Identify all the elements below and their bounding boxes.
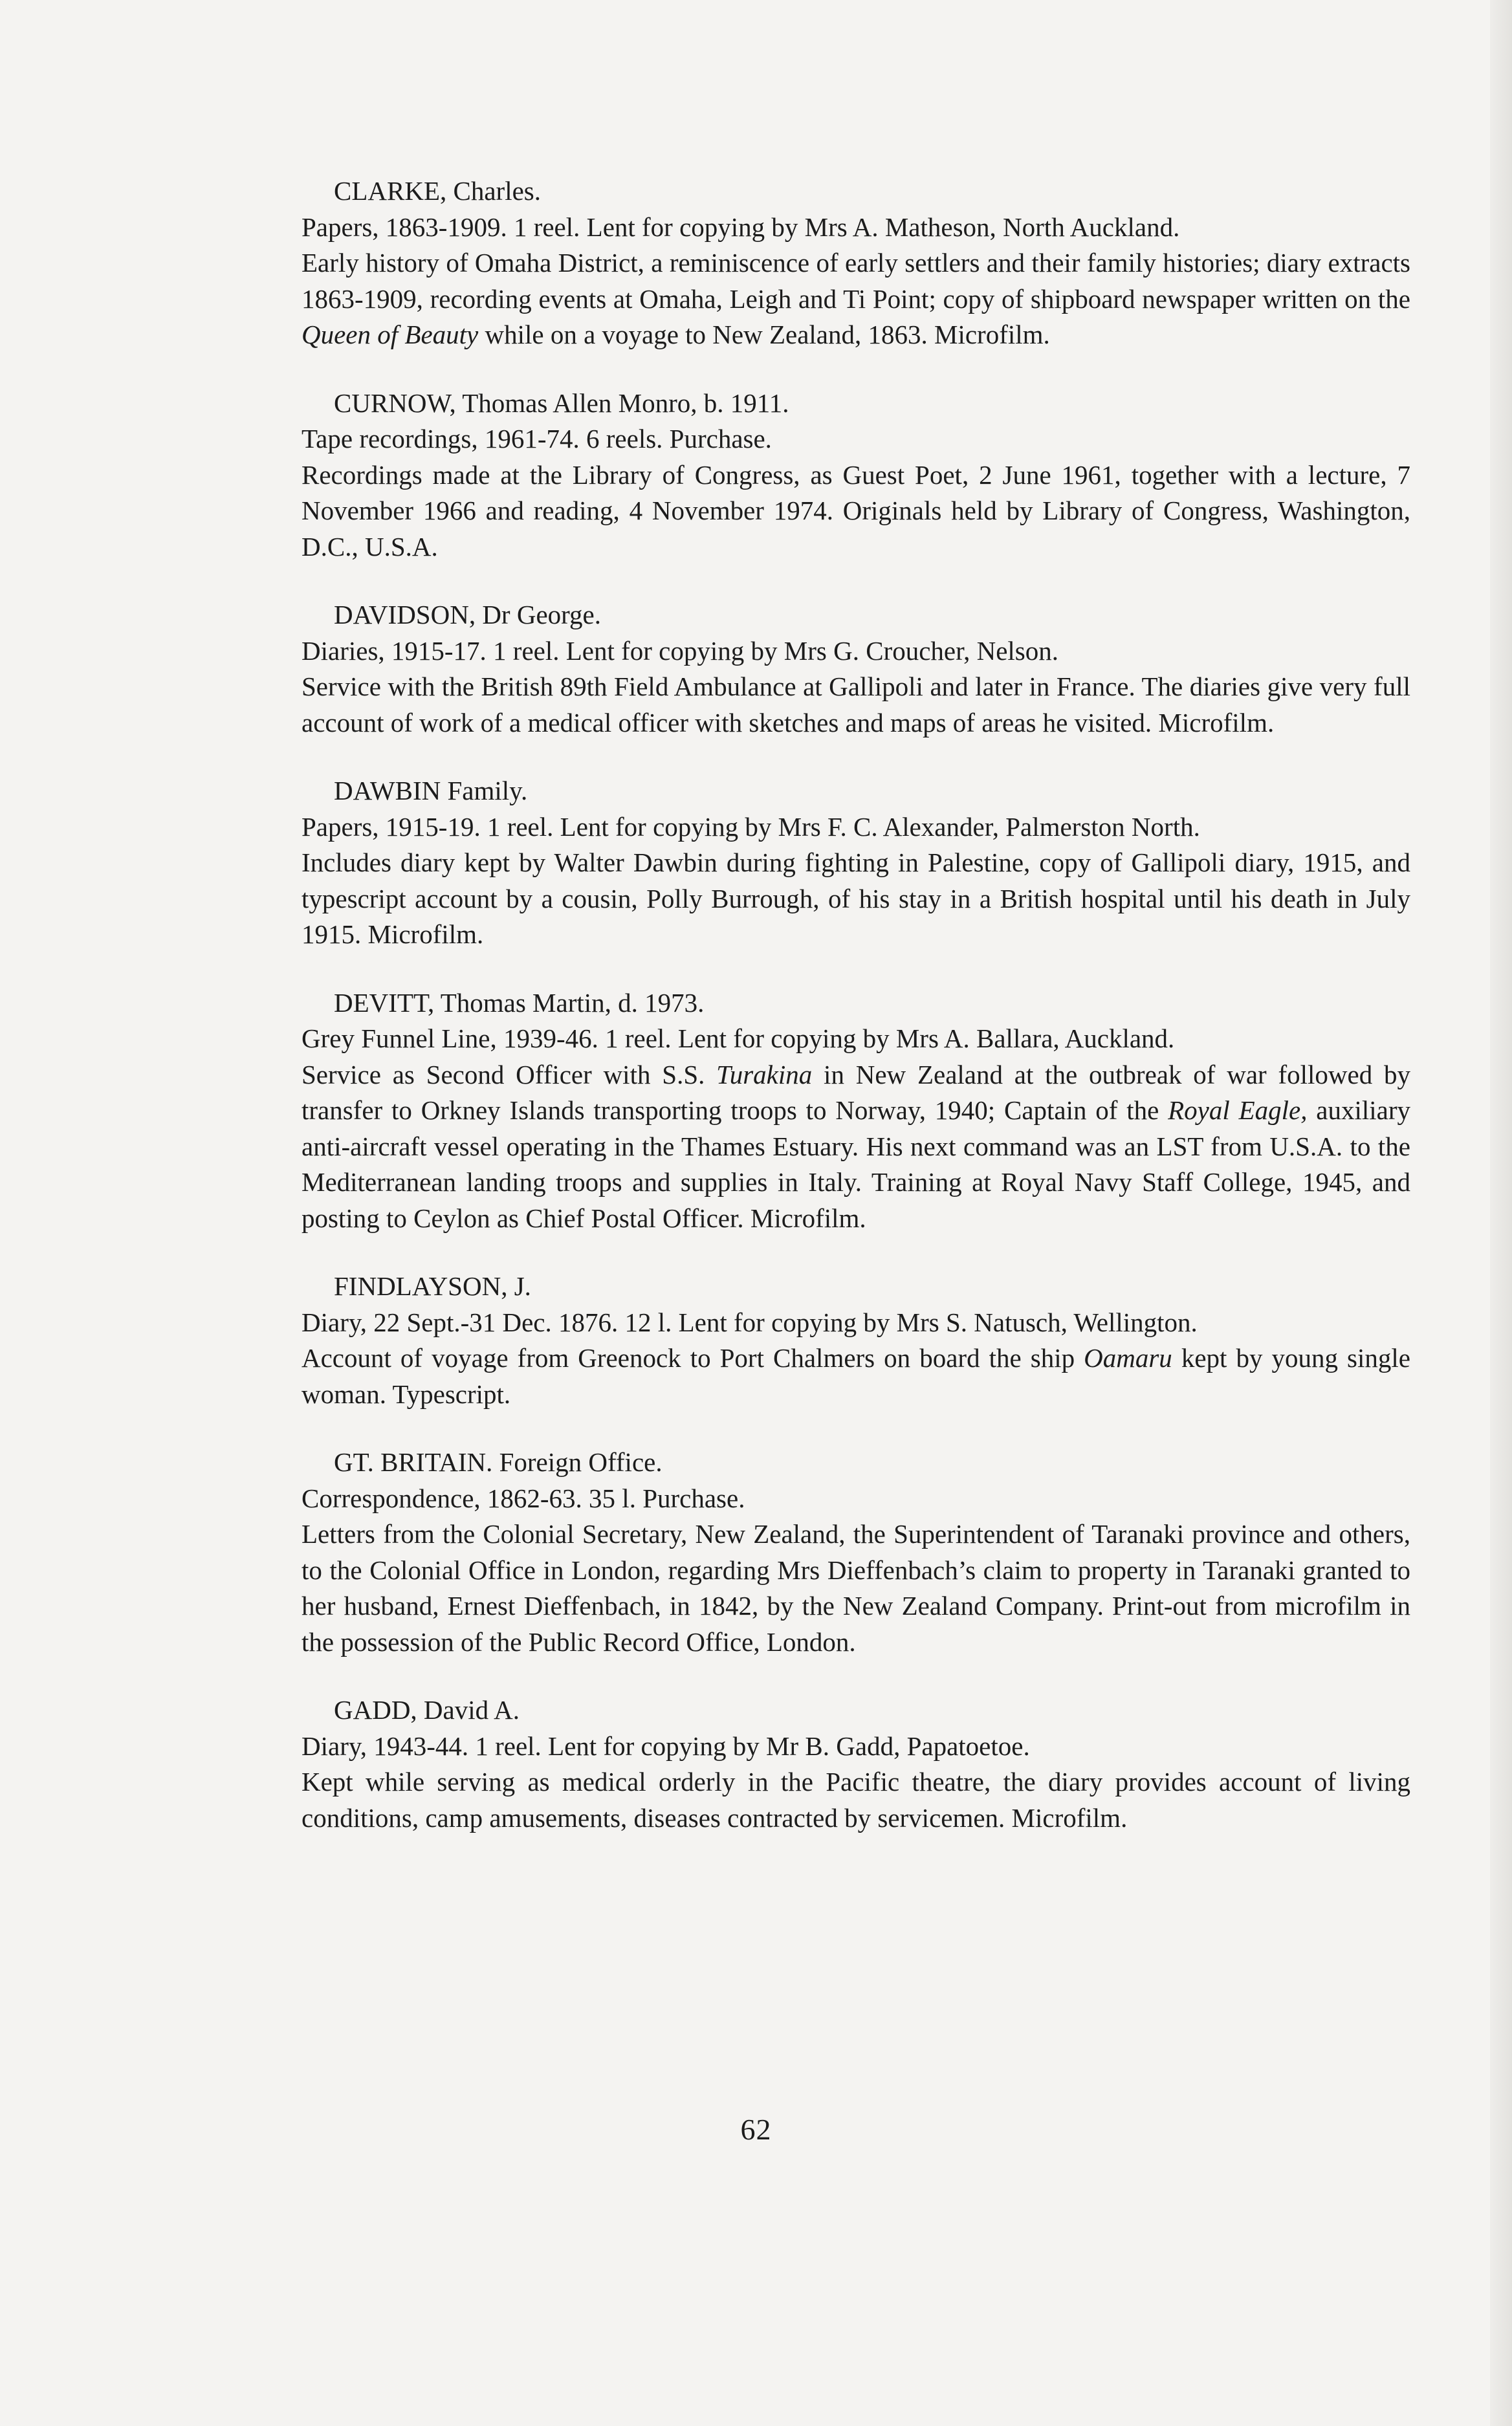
entry-heading: GADD, David A. <box>334 1695 520 1725</box>
ship-name: Queen of Beauty <box>301 320 479 349</box>
entry-description <box>301 1340 1410 1412</box>
entry-heading: DEVITT, Thomas Martin, d. 1973. <box>334 987 705 1018</box>
entry-curnow <box>301 386 1410 565</box>
entry-details: Grey Funnel Line, 1939-46. 1 reel. Lent for copying by Mrs A. Ballara, Auckland. <box>301 1023 1175 1053</box>
entry-heading: DAWBIN Family. <box>334 776 528 805</box>
description-text: Account of voyage from Greenock to Port Chalmers on board the ship <box>301 1343 1084 1373</box>
ship-name: Oamaru <box>1084 1343 1172 1373</box>
entry-description: Includes diary kept by Walter Dawbin during fighting in Palestine, copy of Gallipoli diary, 1915, and typescript account by a cousin, Polly Burrough, of his stay in a British hospital until his death in July 1915. Microfilm. <box>301 847 1410 949</box>
entry-heading: CURNOW, Thomas Allen Monro, b. 1911. <box>334 388 789 418</box>
entry-details: Papers, 1863-1909. 1 reel. Lent for copying by Mrs A. Matheson, North Auckland. <box>301 212 1180 242</box>
description-text: while on a voyage to New Zealand, 1863. Microfilm. <box>478 320 1050 349</box>
entry-gt-britain <box>301 1445 1410 1660</box>
description-text: auxiliary anti-aircraft vessel operating in the Thames Estuary. His next command was an LST from U.S.A. to the Mediterranean landing troops and supplies in Italy. Training at Royal Navy Staff College, 1945, and posting to Ceylon as Chief Postal Officer. Microfilm. <box>301 1095 1410 1233</box>
entry-clarke <box>301 173 1410 353</box>
description-text: Early history of Omaha District, a reminiscence of early settlers and their family histories; diary extracts 1863-1909, recording events at Omaha, Leigh and Ti Point; copy of shipboard newspaper written on the <box>301 248 1410 314</box>
entry-heading: CLARKE, Charles. <box>334 176 541 206</box>
entry-details: Diary, 22 Sept.-31 Dec. 1876. 12 l. Lent for copying by Mrs S. Natusch, Wellington. <box>301 1307 1198 1337</box>
entry-description: Letters from the Colonial Secretary, New Zealand, the Superintendent of Taranaki province and others, to the Colonial Office in London, regarding Mrs Dieffenbach’s claim to property in Taranaki granted to her husband, Ernest Dieffenbach, in 1842, by the New Zealand Company. Print-out from microfilm in the possession of the Public Record Office, London. <box>301 1519 1410 1657</box>
entry-description <box>301 1057 1410 1237</box>
entry-details: Diaries, 1915-17. 1 reel. Lent for copying by Mrs G. Croucher, Nelson. <box>301 635 1059 666</box>
entry-details: Papers, 1915-19. 1 reel. Lent for copying by Mrs F. C. Alexander, Palmerston North. <box>301 811 1200 842</box>
entry-findlayson <box>301 1269 1410 1412</box>
entry-details: Tape recordings, 1961-74. 6 reels. Purchase. <box>301 424 772 454</box>
entry-details: Correspondence, 1862-63. 35 l. Purchase. <box>301 1483 745 1513</box>
entry-davidson <box>301 597 1410 741</box>
description-text: in New Zealand at the outbreak of war followed by transfer to Orkney Islands transporting troops to Norway, 1940; Captain of the <box>301 1059 1411 1125</box>
description-text: Service as Second Officer with S.S. <box>301 1059 717 1089</box>
entry-heading: DAVIDSON, Dr George. <box>334 600 602 629</box>
page-edge-shadow <box>1490 0 1512 2426</box>
page-number: 62 <box>740 2113 772 2146</box>
manuscript-list <box>301 173 1410 1868</box>
entry-description: Service with the British 89th Field Ambulance at Gallipoli and later in France. The diaries give very full account of work of a medical officer with sketches and maps of areas he visited. Microfilm. <box>301 672 1410 738</box>
entry-details: Diary, 1943-44. 1 reel. Lent for copying by Mr B. Gadd, Papatoetoe. <box>301 1731 1030 1761</box>
ship-name: Royal Eagle, <box>1168 1095 1308 1125</box>
entry-heading: GT. BRITAIN. Foreign Office. <box>334 1447 663 1477</box>
entry-devitt <box>301 985 1410 1237</box>
entry-description <box>301 245 1410 353</box>
ship-name: Turakina <box>716 1059 813 1089</box>
description-text: kept by young single woman. Typescript. <box>301 1343 1410 1409</box>
entry-description: Recordings made at the Library of Congress, as Guest Poet, 2 June 1961, together with a lecture, 7 November 1966 and reading, 4 November 1974. Originals held by Library of Congress, Washington, D.C., U.S.A. <box>301 459 1410 562</box>
entry-gadd <box>301 1692 1410 1836</box>
entry-dawbin <box>301 773 1410 953</box>
entry-description: Kept while serving as medical orderly in the Pacific theatre, the diary provides account of living conditions, camp amusements, diseases contracted by servicemen. Microfilm. <box>301 1767 1410 1833</box>
entry-heading: FINDLAYSON, J. <box>334 1271 531 1301</box>
